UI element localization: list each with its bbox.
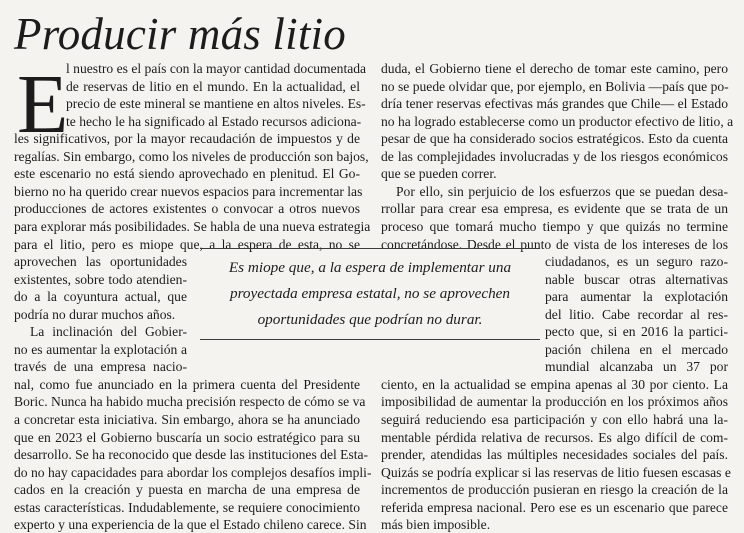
text-line: les significativos, por la mayor recaudación de impuestos y de xyxy=(14,131,360,147)
text-line: pación chilena en el mercado xyxy=(545,341,728,357)
text-line: mentable pérdida relativa de recursos. Es algo difícil de com- xyxy=(381,429,728,445)
text-line: te hecho le ha significado al Estado recursos adiciona- xyxy=(66,113,362,129)
article-title: Producir más litio xyxy=(14,9,346,59)
text-line: del litio. Cabe recordar al res- xyxy=(545,306,728,322)
text-line: incrementos de producción pusieran en riesgo la creación de la xyxy=(381,482,728,498)
text-line: este escenario no está siendo aprovechado en plenitud. El Go- xyxy=(14,166,360,182)
text-line: referida empresa nacional. Pero ese es un escenario que parece xyxy=(381,499,728,515)
text-line: mundial alcanzaba un 37 por xyxy=(545,359,728,375)
text-line: do no hay capacidades para abordar los complejos desafíos impli- xyxy=(14,464,372,480)
text-line: más bien imposible. xyxy=(381,517,491,533)
text-line: pesar de que ha considerado socios estratégicos. Esto da cuenta xyxy=(381,131,728,147)
pull-quote-line: oportunidades que podrían no durar. xyxy=(257,311,483,328)
text-line: nal, como fue anunciado en la primera cuenta del Presidente xyxy=(14,376,360,392)
text-line: regalías. Sin embargo, como los niveles de producción son bajos, xyxy=(14,148,369,164)
text-line: prender, atendidas las múltiples necesidades sociales del país. xyxy=(381,447,728,463)
text-line: rrollar para crear esa empresa, es evidente que se trata de un xyxy=(381,201,728,217)
text-line: aprovechen las oportunidades xyxy=(14,254,187,270)
text-line: desarrollo. Se ha reconocido que desde las instituciones del Esta- xyxy=(14,447,369,463)
text-line: do a la coyuntura actual, que xyxy=(14,289,187,305)
text-line: bierno no ha querido crear nuevos espacios para incrementar las xyxy=(14,183,363,199)
text-line: no se puede olvidar que, por ejemplo, en Bolivia —país que po- xyxy=(381,78,729,94)
text-line: proceso que tomará mucho tiempo y que quizás no termine xyxy=(381,218,728,234)
text-line: podría no durar muchos años. xyxy=(14,306,176,322)
text-line: imposibilidad de aumentar la producción en los próximos años xyxy=(381,394,728,410)
text-line: l nuestro es el país con la mayor cantidad documentada xyxy=(66,61,367,76)
text-line: no es aumentar la explotación a xyxy=(14,341,187,357)
text-line: través de una empresa nacio- xyxy=(14,359,187,375)
text-line: precio de este mineral se mantiene en altos niveles. Es- xyxy=(66,96,366,112)
text-line: producciones de actores existentes o convocar a otros nuevos xyxy=(14,201,360,217)
text-line: para el litio, pero es miope que, a la espera de esta, no se xyxy=(14,236,360,252)
text-line: nable buscar otras alternativas xyxy=(545,271,728,287)
pull-quote-line: proyectada empresa estatal, no se aprovechen xyxy=(229,285,511,302)
text-line: que se pueden correr. xyxy=(381,166,497,182)
text-line: no ha logrado establecerse como un productor efectivo de litio, a xyxy=(381,113,734,129)
text-line: Por ello, sin perjuicio de los esfuerzos que se puedan desa- xyxy=(396,183,728,199)
text-line: Boric. Nunca ha habido mucha precisión respecto de cómo se va xyxy=(14,394,366,410)
text-line: para aumentar la explotación xyxy=(545,289,728,305)
text-line: concretándose. Desde el punto de vista de los intereses de los xyxy=(381,236,728,252)
text-line: seguirá reduciendo esa participación y con ello habrá una la- xyxy=(381,412,728,427)
text-line: ciudadanos, es un seguro razo- xyxy=(545,254,728,270)
text-line: de las complejidades involucradas y de los riesgos económicos xyxy=(381,148,728,164)
text-line: de reservas de litio en el mundo. En la actualidad, el xyxy=(66,78,360,94)
text-line: que en 2023 el Gobierno buscaría un socio estratégico para su xyxy=(14,429,360,445)
text-line: experto y una experiencia de la que el Estado chileno carece. Sin xyxy=(14,517,367,533)
text-line: para explorar más posibilidades. Se habla de una nueva estrategia xyxy=(14,218,371,234)
text-line: dría tener reservas efectivas más grandes que Chile— el Estado xyxy=(381,96,728,112)
text-line: ciento, en la actualidad se empina apenas al 30 por ciento. La xyxy=(381,376,728,392)
text-line: duda, el Gobierno tiene el derecho de tomar este camino, pero xyxy=(381,61,728,76)
text-line: a concretar esta iniciativa. Sin embargo, ahora se ha anunciado xyxy=(14,412,360,427)
pull-quote xyxy=(200,248,540,340)
pull-quote-line: Es miope que, a la espera de implementar una xyxy=(228,259,512,276)
text-line: existentes, sobre todo atendien- xyxy=(14,271,187,287)
text-line: pecto que, si en 2016 la partici- xyxy=(545,324,728,340)
text-line: estas características. Indudablemente, se requiere conocimiento xyxy=(14,499,360,515)
text-line: La inclinación del Gobier- xyxy=(30,324,187,340)
drop-cap: E xyxy=(17,58,69,151)
text-line: cados en la creación y puesta en marcha de una empresa de xyxy=(14,482,360,498)
text-line: Quizás se podría explicar si las reservas de litio fuesen escasas e xyxy=(381,464,731,480)
